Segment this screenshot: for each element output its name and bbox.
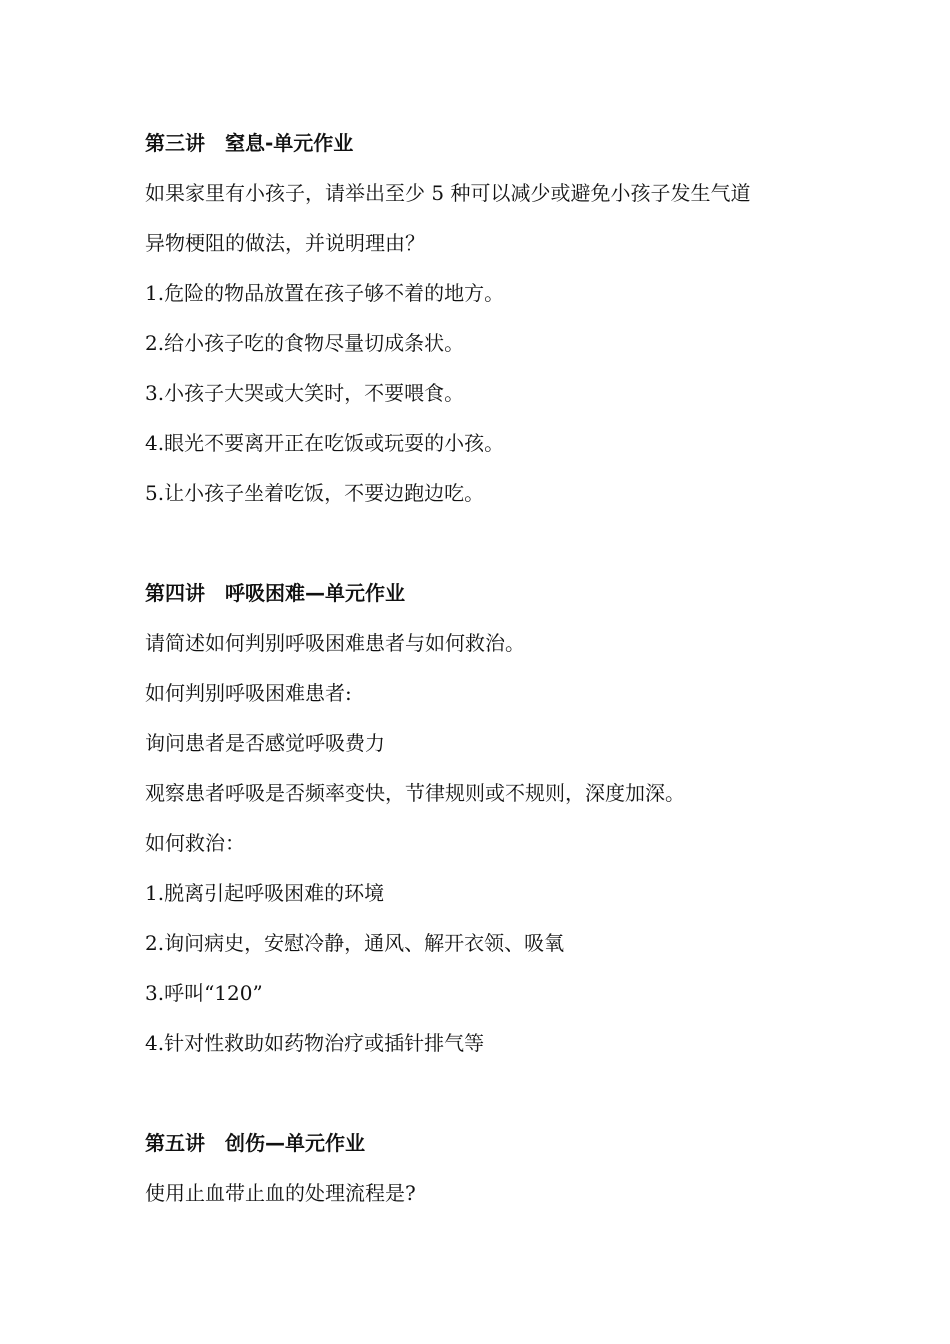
section-title: 第五讲 创伤—单元作业 <box>145 1131 365 1155</box>
question-text: 如果家里有小孩子，请举出至少 5 种可以减少或避免小孩子发生气道 <box>145 181 751 205</box>
section-spacer <box>145 1068 825 1118</box>
treat-label: 如何救治： <box>145 831 245 855</box>
treat-item: 1.脱离引起呼吸困难的环境 <box>145 881 385 905</box>
treat-item: 2.询问病史，安慰冷静，通风、解开衣领、吸氧 <box>145 931 565 955</box>
section-title: 第三讲 窒息-单元作业 <box>145 131 354 155</box>
document-page <box>145 118 825 1218</box>
question-text: 请简述如何判别呼吸困难患者与如何救治。 <box>145 631 525 655</box>
answer-item: 4.眼光不要离开正在吃饭或玩耍的小孩。 <box>145 431 505 455</box>
section-title: 第四讲 呼吸困难—单元作业 <box>145 581 405 605</box>
question-text: 使用止血带止血的处理流程是? <box>145 1181 416 1205</box>
treat-item: 4.针对性救助如药物治疗或插针排气等 <box>145 1031 485 1055</box>
section-lecture-5 <box>145 1118 825 1218</box>
treat-item: 3.呼叫“120” <box>145 981 263 1005</box>
section-lecture-4 <box>145 568 825 1068</box>
identify-item: 观察患者呼吸是否频率变快，节律规则或不规则，深度加深。 <box>145 781 685 805</box>
answer-item: 2.给小孩子吃的食物尽量切成条状。 <box>145 331 465 355</box>
section-spacer <box>145 518 825 568</box>
identify-item: 询问患者是否感觉呼吸费力 <box>145 731 385 755</box>
identify-label: 如何判别呼吸困难患者: <box>145 681 352 705</box>
answer-item: 1.危险的物品放置在孩子够不着的地方。 <box>145 281 505 305</box>
answer-item: 5.让小孩子坐着吃饭，不要边跑边吃。 <box>145 481 485 505</box>
answer-item: 3.小孩子大哭或大笑时，不要喂食。 <box>145 381 465 405</box>
question-text-continued: 异物梗阻的做法，并说明理由？ <box>145 231 425 255</box>
section-lecture-3 <box>145 118 825 518</box>
